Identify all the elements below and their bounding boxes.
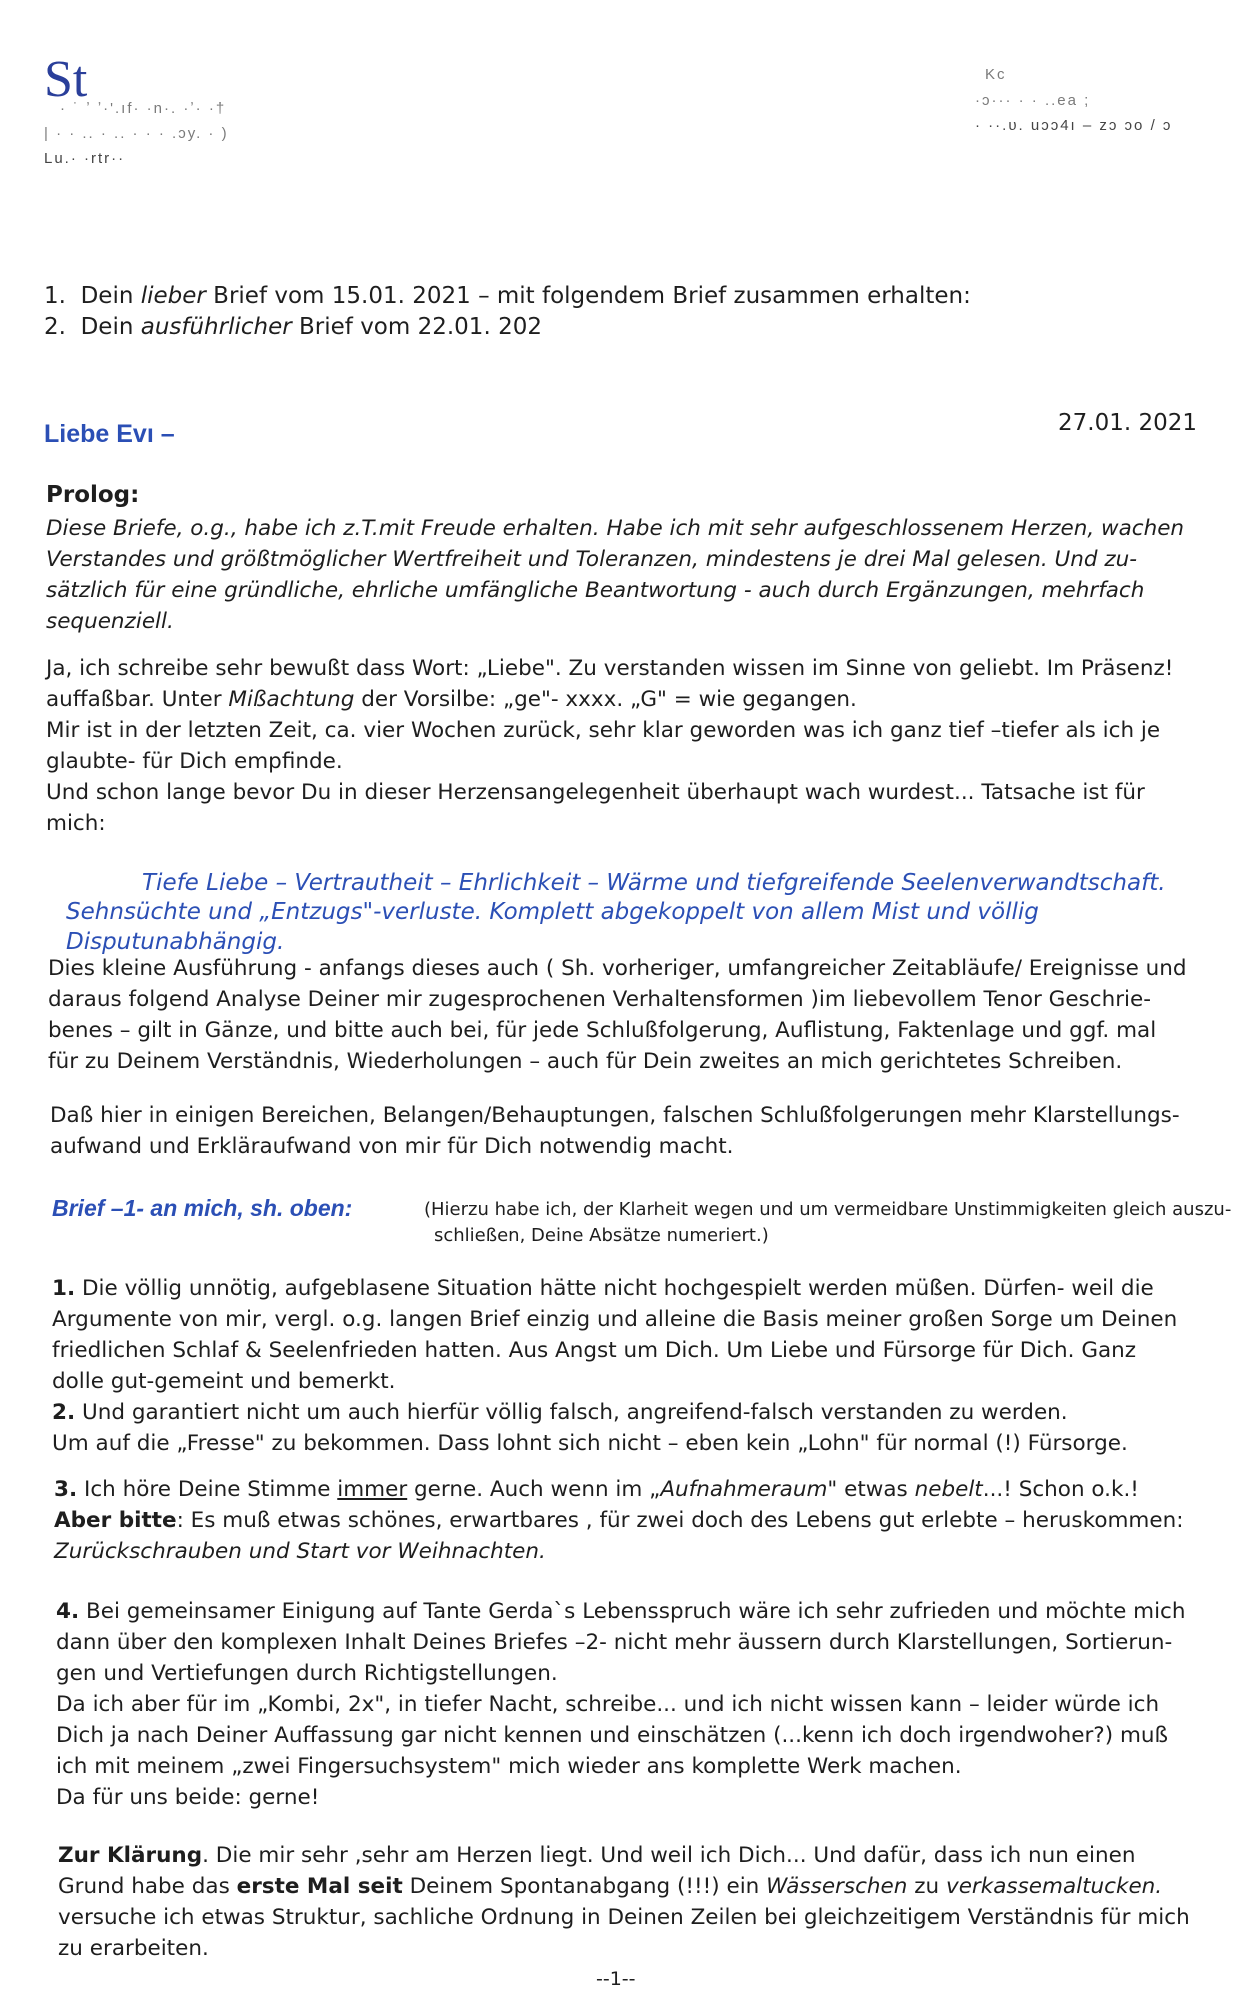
- item-2: [52, 1397, 1227, 1459]
- paragraph-line: aufwand und Erkläraufwand von mir für Dich notwendig macht.: [50, 1134, 734, 1159]
- paragraph-line: Dies kleine Ausführung - anfangs dieses auch ( Sh. vorheriger, umfangreicher Zeitabläufe/ Ereignisse und: [48, 956, 1187, 981]
- reference-text: Brief vom 15.01. 2021 – mit folgendem Brief zusammen erhalten:: [205, 283, 971, 309]
- paragraph-line: gen und Vertiefungen durch Richtigstellungen.: [56, 1661, 558, 1686]
- paragraph-line: [52, 1273, 1227, 1304]
- item-number: 1.: [52, 1276, 76, 1301]
- brief-1-heading: Brief –1- an mich, sh. oben:: [52, 1195, 353, 1221]
- text-run: Und garantiert nicht um auch hierfür völlig falsch, angreifend-falsch verstanden zu werden.: [81, 1400, 1068, 1425]
- reference-emphasis: ausführlicher: [140, 314, 292, 340]
- item-number: 4.: [56, 1599, 80, 1624]
- reference-text: Brief vom 22.01. 202: [291, 314, 542, 340]
- paragraph-line: [46, 684, 1221, 715]
- prolog-text: [46, 513, 1206, 637]
- paragraph-line: versuche ich etwas Struktur, sachliche Ordnung in Deinen Zeilen bei gleichzeitigem Verständnis für mich: [58, 1905, 1190, 1930]
- emphasis: verkassemaltucken.: [945, 1874, 1163, 1899]
- paragraph-line: Da ich aber für im „Kombi, 2x", in tiefer Nacht, schreibe... und ich nicht wissen kann – leider würde ich: [56, 1692, 1160, 1717]
- text-run: der Vorsilbe: „ge"- xxxx. „G" = wie gegangen.: [354, 687, 857, 712]
- bold-text: Zur Klärung: [58, 1843, 203, 1868]
- prolog-title: Prolog:: [46, 482, 140, 508]
- brief-1-note-line-2: schließen, Deine Absätze numeriert.): [434, 1225, 769, 1246]
- item-1: [52, 1273, 1227, 1397]
- paragraph-line: Um auf die „Fresse" zu bekommen. Dass lohnt sich nicht – eben kein „Lohn" für normal (!) Fürsorge.: [52, 1431, 1128, 1456]
- reference-emphasis: lieber: [140, 283, 206, 309]
- emphasis: nebelt: [914, 1477, 983, 1502]
- paragraph-line: Dich ja nach Deiner Auffassung gar nicht kennen und einschätzen (...kenn ich doch irgendwoher?) muß: [56, 1723, 1169, 1748]
- paragraph-line: ich mit meinem „zwei Fingersuchsystem" mich wieder ans komplette Werk machen.: [56, 1754, 962, 1779]
- paragraph-line: Und schon lange bevor Du in dieser Herzensangelegenheit überhaupt wach wurdest... Tatsache ist für: [46, 780, 1145, 805]
- reference-number: 2.: [44, 314, 66, 340]
- paragraph-line: Argumente von mir, vergl. o.g. langen Brief einzig und alleine die Basis meiner großen Sorge um Deinen: [52, 1307, 1178, 1332]
- paragraph-line: friedlichen Schlaf & Seelenfrieden hatten. Aus Angst um Dich. Um Liebe und Fürsorge für Dich. Ganz: [52, 1338, 1137, 1363]
- text-run: " etwas: [827, 1477, 915, 1502]
- item-number: 3.: [54, 1477, 78, 1502]
- paragraph-line: dolle gut-gemeint und bemerkt.: [52, 1369, 396, 1394]
- prolog-line: sätzlich für eine gründliche, ehrliche umfängliche Beantwortung - auch durch Ergänzungen, mehrfach: [46, 578, 1145, 603]
- item-3: [54, 1474, 1229, 1567]
- text-run: Deinem Spontanabgang (!!!) ein: [402, 1874, 767, 1899]
- paragraph-line: [56, 1596, 1231, 1627]
- closing-paragraph: [58, 1840, 1233, 1964]
- text-run: auffaßbar. Unter: [46, 687, 229, 712]
- paragraph-line: Mir ist in der letzten Zeit, ca. vier Wochen zurück, sehr klar geworden was ich ganz tief –tiefer als ich je: [46, 718, 1161, 743]
- paragraph-line: Daß hier in einigen Bereichen, Belangen/Behauptungen, falschen Schlußfolgerungen mehr Klarstellungs-: [50, 1103, 1180, 1128]
- reference-number: 1.: [44, 283, 66, 309]
- text-run: ...! Schon o.k.!: [982, 1477, 1139, 1502]
- paragraph-klarstellung: [50, 1100, 1225, 1162]
- paragraph-line: [58, 1871, 1233, 1902]
- paragraph-line: Zurückschrauben und Start vor Weihnachten.: [54, 1539, 546, 1564]
- letter-date: 27.01. 2021: [1058, 410, 1197, 436]
- paragraph-line: mich:: [46, 811, 106, 836]
- paragraph-line: daraus folgend Analyse Deiner mir zugesprochenen Verhaltensformen )im liebevollem Tenor Geschrie-: [48, 987, 1151, 1012]
- underlined-word: immer: [337, 1477, 408, 1502]
- reference-2: [44, 314, 542, 340]
- text-run: gerne. Auch wenn im „: [407, 1477, 661, 1502]
- reference-text: Dein: [80, 314, 141, 340]
- text-run: . Die mir sehr ,sehr am Herzen liegt. Und weil ich Dich... Und dafür, dass ich nun einen: [202, 1843, 1136, 1868]
- letterhead-logo: St: [44, 51, 88, 108]
- page-number: --1--: [596, 1968, 636, 1990]
- paragraph-line: [54, 1505, 1229, 1536]
- letterhead-right-1: Kc: [985, 66, 1007, 83]
- text-run: Die völlig unnötig, aufgeblasene Situation hätte nicht hochgespielt werden müßen. Dürfen- weil die: [81, 1276, 1154, 1301]
- bold-text: erste Mal seit: [236, 1874, 403, 1899]
- paragraph-ausfuehrung: [48, 953, 1223, 1077]
- item-number: 2.: [52, 1400, 76, 1425]
- paragraph-line: benes – gilt in Gänze, und bitte auch bei, für jede Schlußfolgerung, Auflistung, Faktenlage und ggf. mal: [48, 1018, 1157, 1043]
- letterhead-line-3: Lu.· ·rtr··: [44, 150, 126, 167]
- quote-line-1: Tiefe Liebe – Vertrautheit – Ehrlichkeit – Wärme und tiefgreifende Seelenverwandtschaft.: [142, 870, 1166, 896]
- prolog-line: sequenziell.: [46, 609, 174, 634]
- prolog-line: Diese Briefe, o.g., habe ich z.T.mit Freude erhalten. Habe ich mit sehr aufgeschlossenem Herzen, wachen: [46, 516, 1185, 541]
- emphasis: Aufnahmeraum: [660, 1477, 828, 1502]
- paragraph-line: glaubte- für Dich empfinde.: [46, 749, 343, 774]
- bold-text: Aber bitte: [54, 1508, 177, 1533]
- text-run: Grund habe das: [58, 1874, 237, 1899]
- reference-1: [44, 283, 971, 309]
- salutation: Liebe Evı –: [44, 420, 175, 448]
- paragraph-line: [54, 1474, 1229, 1505]
- letterhead-right-3: · ··.ᴜ. uɔɔ4ı – zɔ ɔo / ɔ: [975, 117, 1173, 134]
- paragraph-line: für zu Deinem Verständnis, Wiederholungen – auch für Dein zweites an mich gerichtetes Schreiben.: [48, 1049, 1123, 1074]
- text-run: Ich höre Deine Stimme: [83, 1477, 338, 1502]
- item-4: [56, 1596, 1231, 1813]
- quote-line-2: Sehnsüchte und „Entzugs"-verluste. Komplett abgekoppelt von allem Mist und völlig Disputunabhängig.: [66, 899, 1039, 955]
- paragraph-line: [58, 1840, 1233, 1871]
- letterhead-line-2: | · · .. · .. · · · .ɔy. · ): [44, 125, 229, 142]
- text-run: zu: [907, 1874, 946, 1899]
- emphasis: Wässerschen: [766, 1874, 908, 1899]
- reference-text: Dein: [80, 283, 141, 309]
- letterhead-right-2: ·ɔ··· · · ..ea ;: [975, 92, 1091, 109]
- text-run: : Es muß etwas schönes, erwartbares , für zwei doch des Lebens gut erlebte – heruskommen:: [176, 1508, 1184, 1533]
- paragraph-liebe: [46, 653, 1221, 839]
- letterhead-line-1: · ˙ ʼ ʼ·'.ıf· ·n·. ·ʼ· ·†: [60, 100, 227, 117]
- paragraph-line: [52, 1397, 1227, 1428]
- text-run: Bei gemeinsamer Einigung auf Tante Gerda`s Lebensspruch wäre ich sehr zufrieden und möchte mich: [85, 1599, 1186, 1624]
- paragraph-line: dann über den komplexen Inhalt Deines Briefes –2- nicht mehr äussern durch Klarstellungen, Sortierun-: [56, 1630, 1173, 1655]
- paragraph-line: Da für uns beide: gerne!: [56, 1785, 320, 1810]
- prolog-line: Verstandes und größtmöglicher Wertfreiheit und Toleranzen, mindestens je drei Mal gelesen. Und zu-: [46, 547, 1138, 572]
- paragraph-line: Ja, ich schreibe sehr bewußt dass Wort: „Liebe". Zu verstanden wissen im Sinne von geliebt. Im Präsenz!: [46, 656, 1174, 681]
- paragraph-line: zu erarbeiten.: [58, 1936, 209, 1961]
- brief-1-note-line-1: (Hierzu habe ich, der Klarheit wegen und um vermeidbare Unstimmigkeiten gleich auszu-: [424, 1199, 1232, 1220]
- emphasis: Mißachtung: [228, 687, 355, 712]
